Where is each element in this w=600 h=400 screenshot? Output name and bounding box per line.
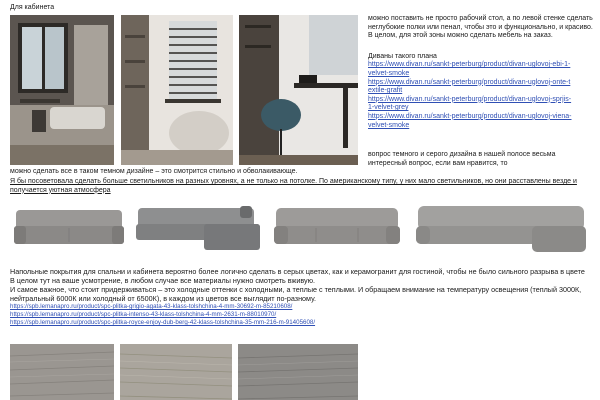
sofa-link-4[interactable]: https://www.divan.ru/sankt-peterburg/product/divan-uglovoj-viena-velvet-smoke: [368, 112, 572, 129]
office-photo-3: [239, 15, 358, 165]
lighting-advice: Я бы посоветовала сделать больше светильников на разных уровнях, а не только на потолке. По американскому типу, у них мало светильников, но они расставлены везде и получается уютная атмосфера: [10, 178, 577, 194]
office-photo-1: [10, 15, 114, 165]
page-title: Для кабинета: [10, 4, 55, 11]
intro-text: можно поставить не просто рабочий стол, а по левой стенке сделать неглубокие полки или пенал, чтобы это и функционально, и красиво. В целом, для этой зоны можно сделать мебель на заказ.: [368, 15, 593, 40]
flooring-link-2[interactable]: https://spb.lemanapro.ru/product/spc-plitka-intenso-43-klass-tolshchina-4-mm-2631-m-88010970/: [10, 311, 277, 318]
sofa-photo-2: [134, 200, 262, 257]
floor-sample-3: [238, 344, 358, 400]
floor-sample-2: [120, 344, 232, 400]
flooring-link-1[interactable]: https://spb.lemanapro.ru/product/spc-plitka-grigio-agata-43-klass-tolshchina-4-mm-30692-m-85210608/: [10, 303, 293, 310]
sofa-photo-1: [10, 200, 128, 257]
sofa-photo-3: [270, 200, 404, 257]
sofa-link-2[interactable]: https://www.divan.ru/sankt-peterburg/product/divan-uglovoj-onte-textile-grafit: [368, 78, 571, 95]
sofas-heading: Диваны такого плана: [368, 52, 437, 60]
flooring-link-3[interactable]: https://spb.lemanapro.ru/product/spc-plitka-royce-enjoy-dub-berg-42-klass-tolshchina-35-mm-216-m-91405608/: [10, 319, 316, 326]
flooring-paragraph-2: В целом тут на ваше усмотрение, в любом случае все материалы нужно смотреть вживую.: [10, 276, 315, 285]
sofa-link-1[interactable]: https://www.divan.ru/sankt-peterburg/product/divan-uglovoj-ebi-1-velvet-smoke: [368, 61, 571, 77]
office-photo-2: [121, 15, 233, 165]
floor-sample-1: [10, 344, 114, 400]
dark-design-line: можно сделать все в таком темном дизайне – это смотрится стильно и обволакивающе.: [10, 168, 298, 175]
flooring-paragraph-3: И самое важное, что стоит придерживаться – это холодные оттенки с холодными, а теплые с теплыми. И обращаем внимание на температуру освещения (теплый 3000К, нейтральный 6000К или холодный от 6500К), в каждом из цветов все выглядит по-разному.: [10, 285, 582, 303]
dark-design-note: вопрос темного и серого дизайна в нашей полосе весьма интересный вопрос, если вам нравится, то: [368, 151, 556, 167]
sofa-photo-4: [412, 200, 590, 257]
flooring-paragraph-1: Напольные покрытия для спальни и кабинета вероятно более логично сделать в серых цветах, как и керамогранит для гостиной, чтобы не было сильного разрыва в цвете: [10, 267, 585, 276]
sofa-link-3[interactable]: https://www.divan.ru/sankt-peterburg/product/divan-uglovoj-sprjis-1-velvet-grey: [368, 95, 572, 112]
